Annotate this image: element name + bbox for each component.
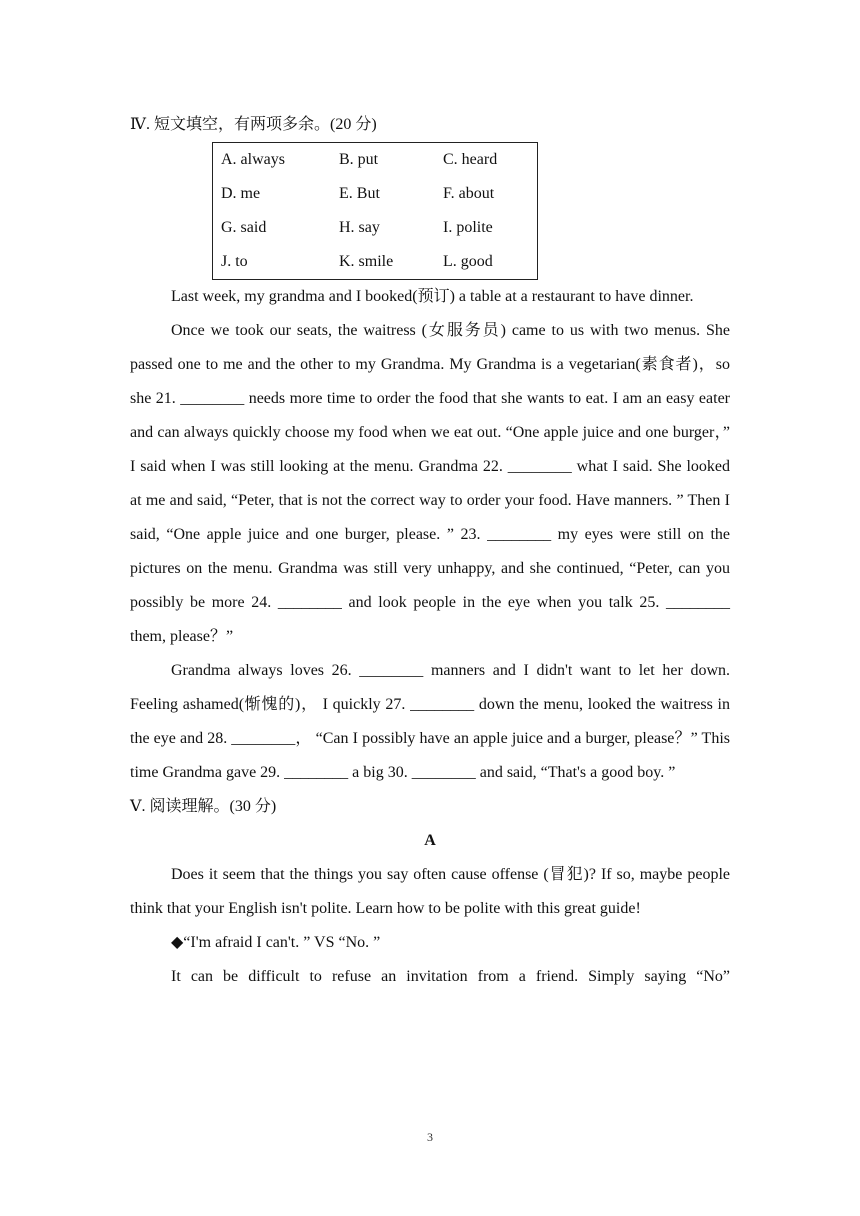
word-option: E. But — [339, 185, 380, 202]
word-option: C. heard — [443, 151, 498, 168]
word-option: H. say — [339, 219, 380, 236]
word-option: D. me — [221, 185, 261, 202]
word-bank-row — [221, 143, 537, 177]
word-bank-row — [221, 245, 537, 279]
reading-paragraph-1: Does it seem that the things you say often cause offense (冒犯)? If so, maybe people think that your English isn't polite. Learn how to be polite with this great guide! — [130, 866, 730, 917]
word-option: I. polite — [443, 219, 493, 236]
word-option: A. always — [221, 151, 285, 168]
word-option: F. about — [443, 185, 495, 202]
word-bank-box — [212, 142, 538, 280]
cloze-paragraph-2: Once we took our seats, the waitress (女服务员) came to us with two menus. She passed one to me and the other to my Grandma. My Grandma is a vegetarian(素食者)，so she 21. ________ needs more time to order the food that she wants to eat. I am an easy eater and can always quickly choose my food when we eat out. “One apple juice and one burger，” I said when I was still looking at the menu. Grandma 22. ________ what I said. She looked at me and said, “Peter, that is not the correct way to order your food. Have manners. ” Then I said, “One apple juice and one burger, please. ” 23. ________ my eyes were still on the pictures on the menu. Grandma was still very unhappy, and she continued, “Peter, can you possibly be more 24. ________ and look people in the eye when you talk 25. ________ them, please？” — [130, 322, 730, 645]
word-bank-row — [221, 211, 537, 245]
passage-title: A — [424, 832, 436, 849]
word-option: G. said — [221, 219, 267, 236]
word-option: J. to — [221, 253, 248, 270]
cloze-paragraph-3: Grandma always loves 26. ________ manners and I didn't want to let her down. Feeling ashamed(惭愧的)， I quickly 27. ________ down the menu, looked the waitress in the eye and 28. ________， “Can I possibly have an apple juice and a burger, please？” This time Grandma gave 29. ________ a big 30. ________ and said, “That's a good boy. ” — [130, 662, 730, 781]
word-bank-row — [221, 177, 537, 211]
reading-paragraph-2: It can be difficult to refuse an invitation from a friend. Simply saying “No” — [171, 968, 730, 985]
reading-bullet-heading: ◆“I'm afraid I can't. ” VS “No. ” — [171, 934, 381, 951]
word-option: L. good — [443, 253, 493, 270]
page-content — [130, 108, 730, 994]
word-option: K. smile — [339, 253, 394, 270]
page-number: 3 — [427, 1130, 433, 1144]
word-option: B. put — [339, 151, 379, 168]
cloze-paragraph-1: Last week, my grandma and I booked(预订) a table at a restaurant to have dinner. — [171, 288, 694, 305]
section-5-heading: Ⅴ. 阅读理解。(30 分) — [130, 798, 277, 815]
section-4-heading: Ⅳ. 短文填空，有两项多余。(20 分) — [130, 116, 377, 133]
